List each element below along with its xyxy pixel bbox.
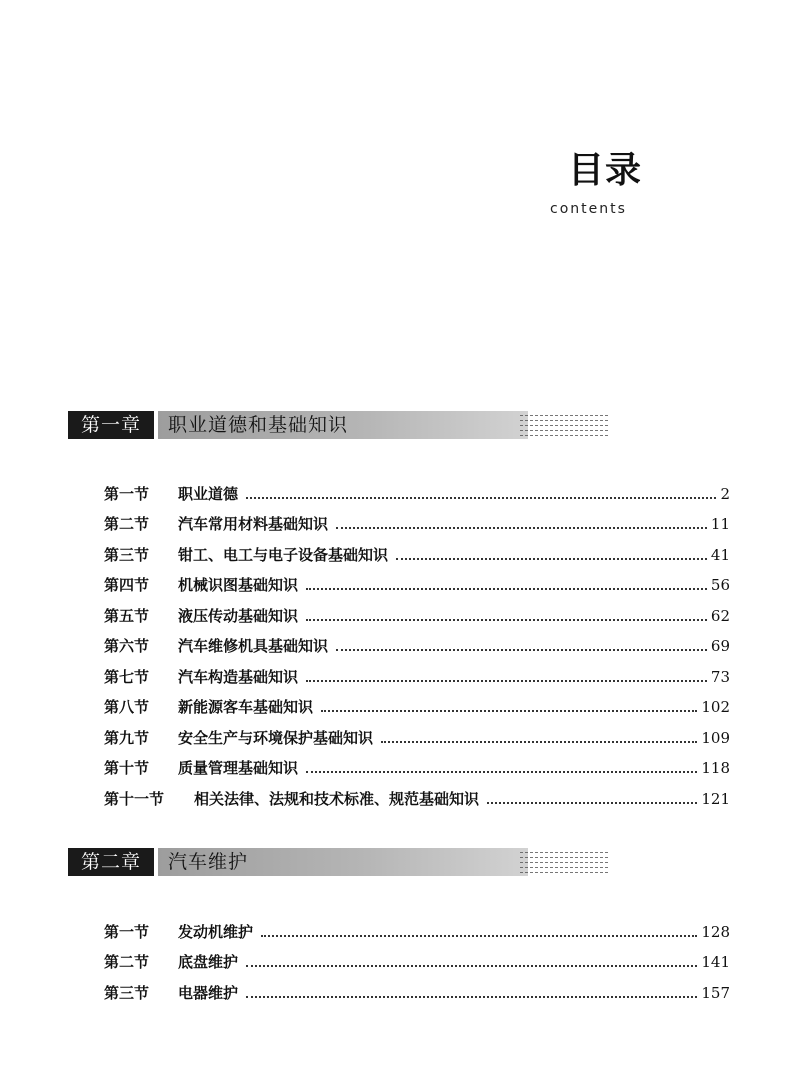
chapter-hatch-decoration <box>520 411 610 439</box>
dot-leader <box>381 740 697 743</box>
section-number: 第九节 <box>104 728 150 747</box>
page-number: 11 <box>710 515 730 533</box>
page-number: 56 <box>710 576 730 594</box>
section-title: 安全生产与环境保护基础知识 <box>178 728 374 747</box>
section-number: 第一节 <box>104 922 150 941</box>
page-title: 目录 <box>568 149 643 191</box>
section-number: 第八节 <box>104 698 150 716</box>
section-title: 机械识图基础知识 <box>178 576 299 594</box>
page-number: 2 <box>720 484 730 503</box>
section-title: 液压传动基础知识 <box>178 606 299 625</box>
chapter-name: 职业道德和基础知识 <box>168 414 349 436</box>
page-number: 121 <box>701 789 730 808</box>
section-title: 汽车维修机具基础知识 <box>178 637 329 655</box>
dot-leader <box>396 557 707 560</box>
toc-entry[interactable] <box>104 749 730 780</box>
dot-leader <box>321 709 697 712</box>
page-number: 41 <box>710 545 730 564</box>
section-number: 第四节 <box>104 576 150 594</box>
section-title: 相关法律、法规和技术标准、规范基础知识 <box>194 789 480 808</box>
dot-leader <box>246 995 697 998</box>
page-number: 157 <box>701 983 730 1002</box>
toc-entry[interactable] <box>104 912 730 943</box>
dot-leader <box>336 526 707 529</box>
dot-leader <box>306 618 707 621</box>
section-title: 质量管理基础知识 <box>178 759 299 777</box>
section-number: 第十节 <box>104 759 150 777</box>
chapter-label: 第一章 <box>68 411 154 439</box>
toc-entry[interactable] <box>104 505 730 536</box>
toc-entry[interactable] <box>104 566 730 597</box>
toc-entry[interactable] <box>104 596 730 627</box>
page-number: 118 <box>701 759 730 777</box>
section-title: 钳工、电工与电子设备基础知识 <box>178 545 389 564</box>
dot-leader <box>306 679 707 682</box>
dot-leader <box>246 964 697 967</box>
toc-chapter-1 <box>104 474 730 810</box>
page-number: 62 <box>710 606 730 625</box>
toc-entry[interactable] <box>104 973 730 1004</box>
dot-leader <box>246 496 716 499</box>
chapter-name: 汽车维护 <box>168 851 249 873</box>
toc-entry[interactable] <box>104 718 730 749</box>
page-number: 128 <box>701 922 730 941</box>
section-number: 第一节 <box>104 484 150 503</box>
toc-entry[interactable] <box>104 943 730 974</box>
toc-chapter-2 <box>104 912 730 1004</box>
dot-leader <box>261 934 697 937</box>
section-title: 职业道德 <box>178 484 239 503</box>
section-number: 第五节 <box>104 606 150 625</box>
section-number: 第七节 <box>104 667 150 686</box>
dot-leader <box>306 770 697 773</box>
chapter-hatch-decoration <box>520 848 610 876</box>
section-title: 电器维护 <box>178 983 239 1002</box>
page-subtitle: contents <box>550 201 627 217</box>
toc-entry[interactable] <box>104 657 730 688</box>
section-number: 第六节 <box>104 637 150 655</box>
section-number: 第二节 <box>104 515 150 533</box>
page-number: 109 <box>701 728 730 747</box>
toc-entry[interactable] <box>104 474 730 505</box>
chapter-header-1 <box>68 411 608 443</box>
section-title: 汽车常用材料基础知识 <box>178 515 329 533</box>
page-number: 73 <box>710 667 730 686</box>
section-title: 新能源客车基础知识 <box>178 698 314 716</box>
page-number: 69 <box>710 637 730 655</box>
toc-entry[interactable] <box>104 535 730 566</box>
page-number: 141 <box>701 953 730 971</box>
chapter-label: 第二章 <box>68 848 154 876</box>
section-title: 发动机维护 <box>178 922 254 941</box>
dot-leader <box>306 587 707 590</box>
section-number: 第三节 <box>104 545 150 564</box>
dot-leader <box>487 801 697 804</box>
toc-entry[interactable] <box>104 627 730 658</box>
dot-leader <box>336 648 707 651</box>
section-number: 第十一节 <box>104 789 165 808</box>
toc-entry[interactable] <box>104 688 730 719</box>
page-number: 102 <box>701 698 730 716</box>
section-number: 第二节 <box>104 953 150 971</box>
section-number: 第三节 <box>104 983 150 1002</box>
toc-entry[interactable] <box>104 779 730 810</box>
section-title: 底盘维护 <box>178 953 239 971</box>
section-title: 汽车构造基础知识 <box>178 667 299 686</box>
chapter-header-2 <box>68 848 608 880</box>
